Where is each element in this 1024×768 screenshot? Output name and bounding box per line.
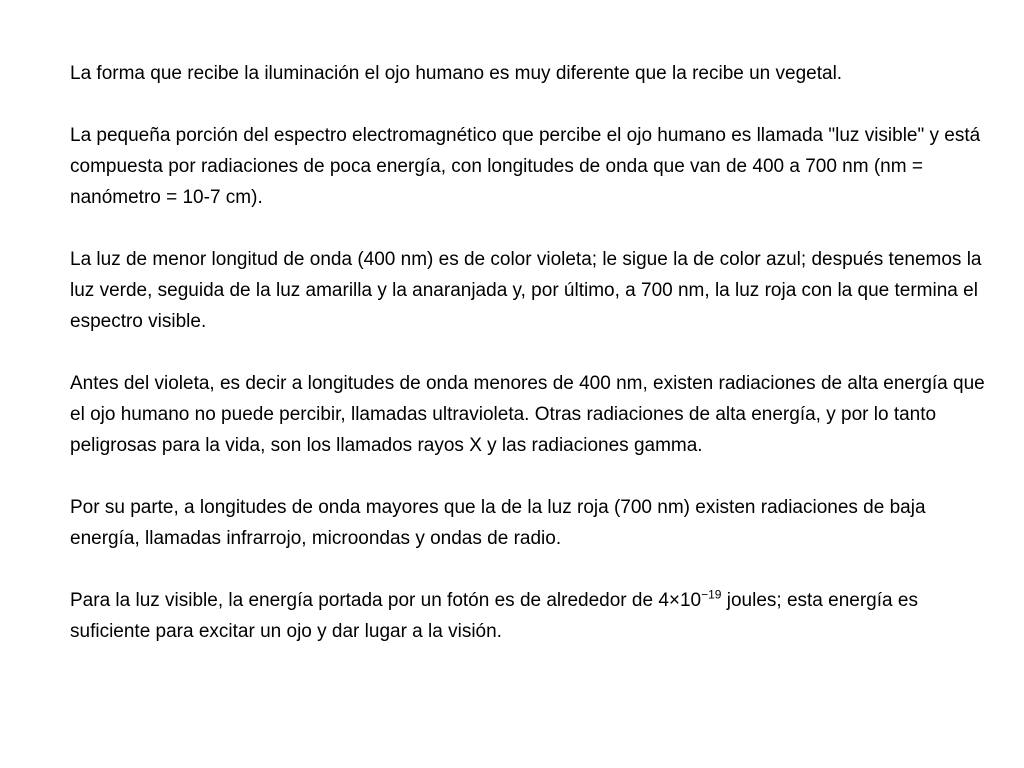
- photon-energy-exponent: −19: [701, 587, 722, 602]
- paragraph-visible-light: La pequeña porción del espectro electromagnético que percibe el ojo humano es llamada "luz visible" y está compuesta por radiaciones de poca energía, con longitudes de onda que van de 400 a 700 nm (nm = nanómetro = 10-7 cm).: [70, 125, 981, 208]
- text-body: [70, 58, 995, 647]
- photon-energy-text-start: Para la luz visible, la energía portada por un fotón es de alrededor de 4×10: [70, 590, 702, 611]
- paragraph-ultraviolet: Antes del violeta, es decir a longitudes de onda menores de 400 nm, existen radiaciones de alta energía que el ojo humano no puede percibir, llamadas ultravioleta. Otras radiaciones de alta energía, y por lo tanto peligrosas para la vida, son los llamados rayos X y las radiaciones gamma.: [70, 373, 985, 456]
- paragraph-spectrum-colors: La luz de menor longitud de onda (400 nm) es de color violeta; le sigue la de color azul; después tenemos la luz verde, seguida de la luz amarilla y la anaranjada y, por último, a 700 nm, la luz roja con la que termina el espectro visible.: [70, 249, 982, 332]
- paragraph-illumination: La forma que recibe la iluminación el ojo humano es muy diferente que la recibe un vegetal.: [70, 63, 843, 84]
- paragraph-gap: [70, 213, 995, 244]
- photon-energy-text-end: joules; esta energía es suficiente para excitar un ojo y dar lugar a la visión.: [70, 590, 918, 642]
- paragraph-gap: [70, 554, 995, 585]
- paragraph-photon-energy: [70, 585, 995, 647]
- paragraph-gap: [70, 337, 995, 368]
- paragraph-infrared: Por su parte, a longitudes de onda mayores que la de la luz roja (700 nm) existen radiaciones de baja energía, llamadas infrarrojo, microondas y ondas de radio.: [70, 497, 926, 549]
- paragraph-gap: [70, 461, 995, 492]
- paragraph-gap: [70, 89, 995, 120]
